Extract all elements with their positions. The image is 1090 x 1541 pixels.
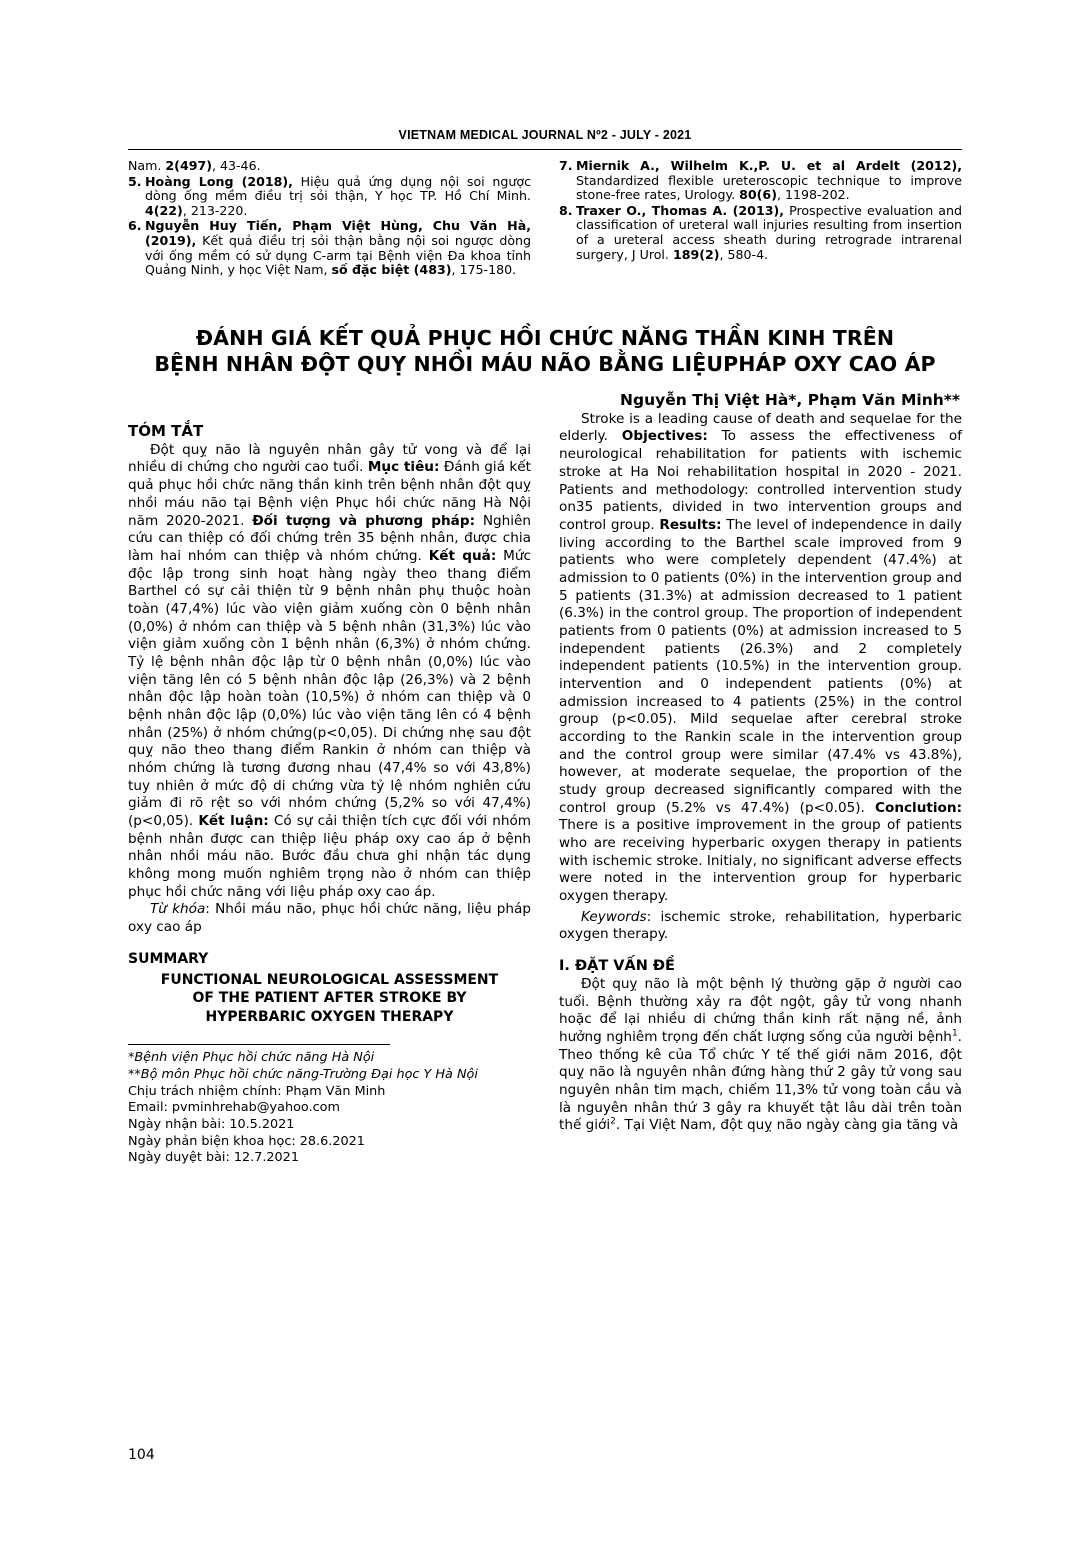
abstract-block [128,409,962,1167]
footnote-rule [128,1044,390,1045]
list-item [559,159,962,203]
list-item [128,219,531,277]
reference-number: 7. [559,158,573,173]
summary-keywords: Keywords: ischemic stroke, rehabilitation, hyperbaric oxygen therapy. [559,908,962,943]
abstract-right-column [559,409,962,1135]
summary-title-line-3: HYPERBARIC OXYGEN THERAPY [205,1008,454,1025]
article-title-line-2: BỆNH NHÂN ĐỘT QUỴ NHỒI MÁU NÃO BẰNG LIỆUPHÁP OXY CAO ÁP [154,351,936,376]
section-1-body: Đột quỵ não là một bệnh lý thường gặp ở người cao tuổi. Bệnh thường xảy ra đột ngột, gây tử vong nhanh hoặc để lại nhiều di chứng thần kinh rất nặng nề, ảnh hưởng nghiêm trọng đến chất lượng sống của người bệnh$^1$. Theo thống kê của Tổ chức Y tế thế giới năm 2016, đột quỵ não là nguyên nhân đứng hàng thứ 2 gây tử vong sau nguyên nhân tim mạch, chiếm 11,3% tử vong toàn cầu và là nguyên nhân thứ 3 gây ra khuyết tật lâu dài trên toàn thế giới$^2$. Tại Việt Nam, đột quỵ não ngày càng gia tăng và [559,975,962,1134]
reference-text: Hoàng Long (2018), Hiệu quả ứng dụng nội soi ngược dòng ống mềm điều trị sỏi thận, Y học TP. Hồ Chí Minh. 4(22), 213-220. [145,173,531,218]
list-item [128,175,531,219]
reference-text: Traxer O., Thomas A. (2013), Prospective evaluation and classification of ureteral wall injuries resulting from insertion of a ureteral access sheath during retrograde intrarenal surgery, J Urol. 189(2), 580-4. [576,202,962,262]
summary-heading: SUMMARY [128,950,209,967]
page-number: 104 [128,1447,155,1463]
footnote-email: Email: pvminhrehab@yahoo.com [128,1100,340,1116]
tomtat-keywords: Từ khóa: Nhồi máu não, phục hồi chức năng, liệu pháp oxy cao áp [128,901,531,935]
footnote-corresponding-author: Chịu trách nhiệm chính: Phạm Văn Minh [128,1083,386,1099]
list-item [559,204,962,262]
section-1-heading: I. ĐẶT VẤN ĐỀ [559,957,675,974]
reference-text: Miernik A., Wilhelm K.,P. U. et al Ardelt (2012), Standardized flexible ureteroscopic technique to improve stone-free rates, Urology. 80(6), 1198-202. [576,158,962,203]
references-left-list [128,159,531,278]
reference-continued: Nam. 2(497), 43-46. [128,158,261,173]
references-right-list [559,159,962,262]
summary-title-line-1: FUNCTIONAL NEUROLOGICAL ASSESSMENT [160,971,499,988]
article-title-line-1: ĐÁNH GIÁ KẾT QUẢ PHỤC HỒI CHỨC NĂNG THẦN KINH TRÊN [195,325,895,350]
footnote-received-date: Ngày nhận bài: 10.5.2021 [128,1116,295,1132]
abstract-left-column [128,409,531,1167]
summary-title-line-2: OF THE PATIENT AFTER STROKE BY [192,990,467,1007]
footnote-review-date: Ngày phản biện khoa học: 28.6.2021 [128,1133,365,1149]
tomtat-heading: TÓM TẮT [128,421,204,440]
article-title [128,325,962,377]
reference-number: 5. [128,173,142,189]
running-head: VIETNAM MEDICAL JOURNAL Nº2 - JULY - 2021 [398,128,692,142]
tomtat-body: Đột quỵ não là nguyên nhân gây tử vong và để lại nhiều di chứng cho người cao tuổi. Mục tiêu: Đánh giá kết quả phục hồi chức năng thần kinh trên bệnh nhân đột quỵ nhồi máu não tại Bệnh viện Phục hồi chức năng Hà Nội năm 2020-2021. Đối tượng và phương pháp: Nghiên cứu can thiệp có đối chứng trên 35 bệnh nhân, được chia làm hai nhóm can thiệp và nhóm chứng. Kết quả: Mức độc lập trong sinh hoạt hàng ngày theo thang điểm Barthel có sự cải thiện từ 9 bệnh nhân phụ thuộc hoàn toàn (47,4%) lúc vào viện giảm xuống còn 0 bệnh nhân (0,0%) ở nhóm can thiệp và 5 bệnh nhân (31,3%) lúc vào viện giảm xuống còn 1 bệnh nhân (6,3%) ở nhóm chứng. Tỷ lệ bệnh nhân độc lập từ 0 bệnh nhân (0,0%) lúc vào viện tăng lên có 5 bệnh nhân độc lập (26,3%) và 2 bệnh nhân độc lập hoàn toàn (10,5%) ở nhóm can thiệp và 0 bệnh nhân độc lập (0,0%) lúc vào viện tăng lên có 4 bệnh nhân (25%) ở nhóm chứng(p<0,05). Di chứng nhẹ sau đột quỵ não theo thang điểm Rankin ở nhóm can thiệp và nhóm chứng là tương đương nhau (47,4% so với 43,8%) tuy nhiên ở mức độ di chứng vừa tỷ lệ nhóm nghiên cứu giảm đi rõ rệt so với nhóm chứng (5,2% so với 47,4%) (p<0,05). Kết luận: Có sự cải thiện tích cực đối với nhóm bệnh nhân được can thiệp liệu pháp oxy cao áp ở bệnh nhân nhồi máu não. Bước đầu chưa ghi nhận tác dụng không mong muốn nghiêm trọng nào ở nhóm can thiệp phục hồi chức năng với liệu pháp oxy cao áp. [128,441,532,900]
header-rule [128,149,962,150]
summary-title [128,971,531,1027]
footnote-accepted-date: Ngày duyệt bài: 12.7.2021 [128,1150,299,1166]
reference-number: 8. [559,202,573,218]
references-block [128,159,962,279]
article-authors: Nguyễn Thị Việt Hà*, Phạm Văn Minh** [620,390,960,409]
references-right-column [559,159,962,263]
footnote-affiliation-1: *Bệnh viện Phục hồi chức năng Hà Nội [128,1050,375,1066]
reference-number: 6. [128,218,142,234]
reference-text: Nguyễn Huy Tiến, Phạm Việt Hùng, Chu Văn Hà, (2019), Kết quả điều trị sỏi thận bằng nội soi ngược dòng với ống mềm có sử dụng C-arm tại Bệnh viện Đa khoa tỉnh Quảng Ninh, y học Việt Nam, số đặc biệt (483), 175-180. [145,218,531,278]
footnote-affiliation-2: **Bộ môn Phục hồi chức năng-Trường Đại học Y Hà Nội [128,1067,478,1083]
references-left-column [128,159,531,279]
summary-body: Stroke is a leading cause of death and sequelae for the elderly. Objectives: To assess the effectiveness of neurological rehabilitation for patients with ischemic stroke at Ha Noi rehabilitation hospital in 2020 - 2021. Patients and methodology: controlled intervention study on35 patients, divided in two intervention groups and control group. Results: The level of independence in daily living according to the Barthel scale improved from 9 patients who were completely dependent (47.4%) at admission to 0 patients (0%) in the intervention group and 5 patients (31.3%) at admission decreased to 1 patient (6.3%) in the control group. The proportion of independent patients from 0 patients (0%) at admission increased to 5 independent patients (26.3%) and 2 completely independent patients (10.5%) in the intervention group. intervention and 0 independent patients (0%) at admission increased to 4 patients (25%) in the control group (p<0.05). Mild sequelae after cerebral stroke according to the Rankin scale in the intervention group and the control group were similar (47.4% vs 43.8%), however, at moderate sequelae, the proportion of the study group decreased significantly compared with the control group (5.2% vs 47.4%) (p<0.05). Conclution: There is a positive improvement in the group of patients who are receiving hyperbaric oxygen therapy in patients with ischemic stroke. Initialy, no significant adverse effects were noted in the intervention group for hyperbaric oxygen therapy. [559,410,962,904]
footnote-block [128,1050,531,1166]
